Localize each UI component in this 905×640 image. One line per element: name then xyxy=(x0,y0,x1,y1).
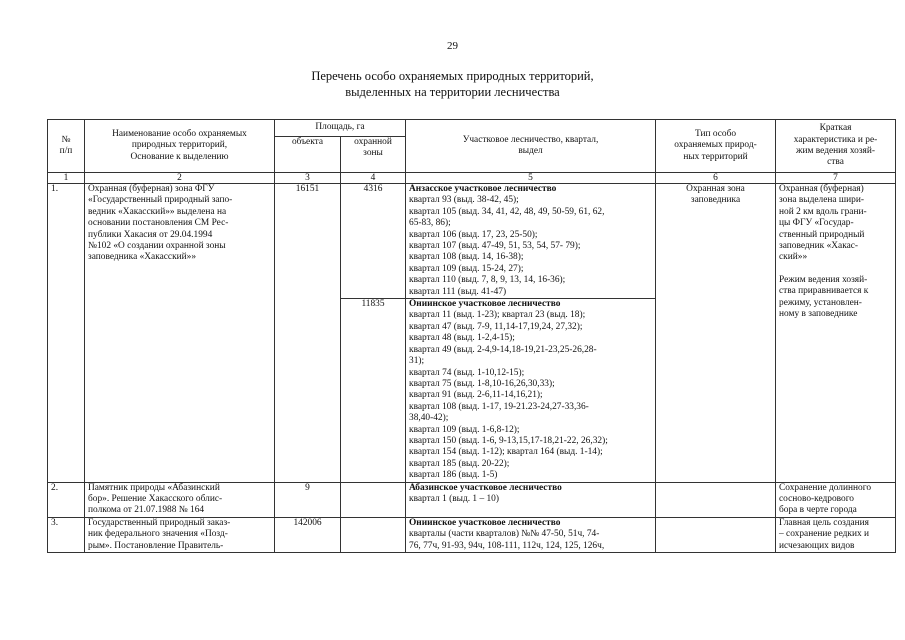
area-zone-cell xyxy=(341,517,406,552)
header-area-zone: охранной зоны xyxy=(341,137,406,173)
header-district: Участковое лесничество, квартал, выдел xyxy=(406,120,656,173)
column-numbers-row xyxy=(48,173,896,184)
area-zone-cell: 4316 xyxy=(341,184,406,299)
header-num: № п/п xyxy=(48,120,85,173)
table-row xyxy=(48,184,896,299)
area-object-cell: 9 xyxy=(275,482,341,517)
type-cell xyxy=(656,482,776,517)
area-zone-cell xyxy=(341,482,406,517)
table-row xyxy=(48,517,896,552)
row-number: 1. xyxy=(48,184,85,483)
area-name-cell: Охранная (буферная) зона ФГУ «Государственный природный запо- ведник «Хакасский»» выделена на основании постановления СМ Рес- публики Хакасия от 29.04.1994 №102 «О создании охранной зоны заповедника «Хакасский»» xyxy=(85,184,275,483)
col-num-1: 1 xyxy=(48,173,85,184)
district-cell: Анзасское участковое лесничество квартал 93 (выд. 38-42, 45); квартал 105 (выд. 34, 41, 42, 48, 49, 50-59, 61, 62, 65-83, 86); квартал 106 (выд. 17, 23, 25-50); квартал 107 (выд. 47-49, 51, 53, 54, 57- 79); квартал 108 (выд. 14, 16-38); квартал 109 (выд. 15-24, 27); квартал 110 (выд. 7, 8, 9, 13, 14, 16-36); квартал 111 (выд. 41-47) xyxy=(406,184,656,299)
title-line-2: выделенных на территории лесничества xyxy=(345,85,560,99)
area-object-cell: 16151 xyxy=(275,184,341,483)
col-num-7: 7 xyxy=(776,173,896,184)
title-line-1: Перечень особо охраняемых природных территорий, xyxy=(311,69,594,83)
col-num-2: 2 xyxy=(85,173,275,184)
area-object-cell: 142006 xyxy=(275,517,341,552)
header-type: Тип особо охраняемых природ- ных территорий xyxy=(656,120,776,173)
district-cell: Ониинское участковое лесничество кварталы (части кварталов) №№ 47-50, 51ч, 74- 76, 77ч, 91-93, 94ч, 108-111, 112ч, 124, 125, 126ч, xyxy=(406,517,656,552)
area-name-cell: Государственный природный заказ- ник федерального значения «Позд- рым». Постановление Правитель- xyxy=(85,517,275,552)
row-number: 2. xyxy=(48,482,85,517)
district-cell: Ониинское участковое лесничество квартал 11 (выд. 1-23); квартал 23 (выд. 18); квартал 47 (выд. 7-9, 11,14-17,19,24, 27,32); квартал 48 (выд. 1-2,4-15); квартал 49 (выд. 2-4,9-14,18-19,21-23,25-26,28- 31); квартал 74 (выд. 1-10,12-15); квартал 75 (выд. 1-8,10-16,26,30,33); квартал 91 (выд. 2-6,11-14,16,21); квартал 108 (выд. 1-17, 19-21.23-24,27-33,36- 38,40-42); квартал 109 (выд. 1-6,8-12); квартал 150 (выд. 1-6, 9-13,15,17-18,21-22, 26,32); квартал 154 (выд. 1-12); квартал 164 (выд. 1-14); квартал 185 (выд. 20-22); квартал 186 (выд. 1-5) xyxy=(406,299,656,483)
protected-areas-table xyxy=(47,119,896,553)
page-number: 29 xyxy=(447,40,458,52)
col-num-3: 3 xyxy=(275,173,341,184)
header-description: Краткая характеристика и ре- жим ведения хозяй- ства xyxy=(776,120,896,173)
header-row xyxy=(48,120,896,137)
type-cell: Охранная зона заповедника xyxy=(656,184,776,483)
header-area-object: объекта xyxy=(275,137,341,173)
description-cell: Главная цель создания – сохранение редких и исчезающих видов xyxy=(776,517,896,552)
col-num-5: 5 xyxy=(406,173,656,184)
header-name: Наименование особо охраняемых природных территорий, Основание к выделению xyxy=(85,120,275,173)
area-zone-cell: 11835 xyxy=(341,299,406,483)
table-row xyxy=(48,482,896,517)
row-number: 3. xyxy=(48,517,85,552)
header-area: Площадь, га xyxy=(275,120,406,137)
district-cell: Абазинское участковое лесничество квартал 1 (выд. 1 – 10) xyxy=(406,482,656,517)
area-name-cell: Памятник природы «Абазинский бор». Решение Хакасского облис- полкома от 21.07.1988 № 164 xyxy=(85,482,275,517)
description-cell: Сохранение долинного сосново-кедрового бора в черте города xyxy=(776,482,896,517)
document-title xyxy=(0,68,905,100)
description-cell: Охранная (буферная) зона выделена шири- ной 2 км вдоль грани- цы ФГУ «Государ- ственный природный заповедник «Хакас- ский»» Режим ведения хозяй- ства приравнивается к режиму, установлен- ному в заповеднике xyxy=(776,184,896,483)
type-cell xyxy=(656,517,776,552)
col-num-6: 6 xyxy=(656,173,776,184)
col-num-4: 4 xyxy=(341,173,406,184)
